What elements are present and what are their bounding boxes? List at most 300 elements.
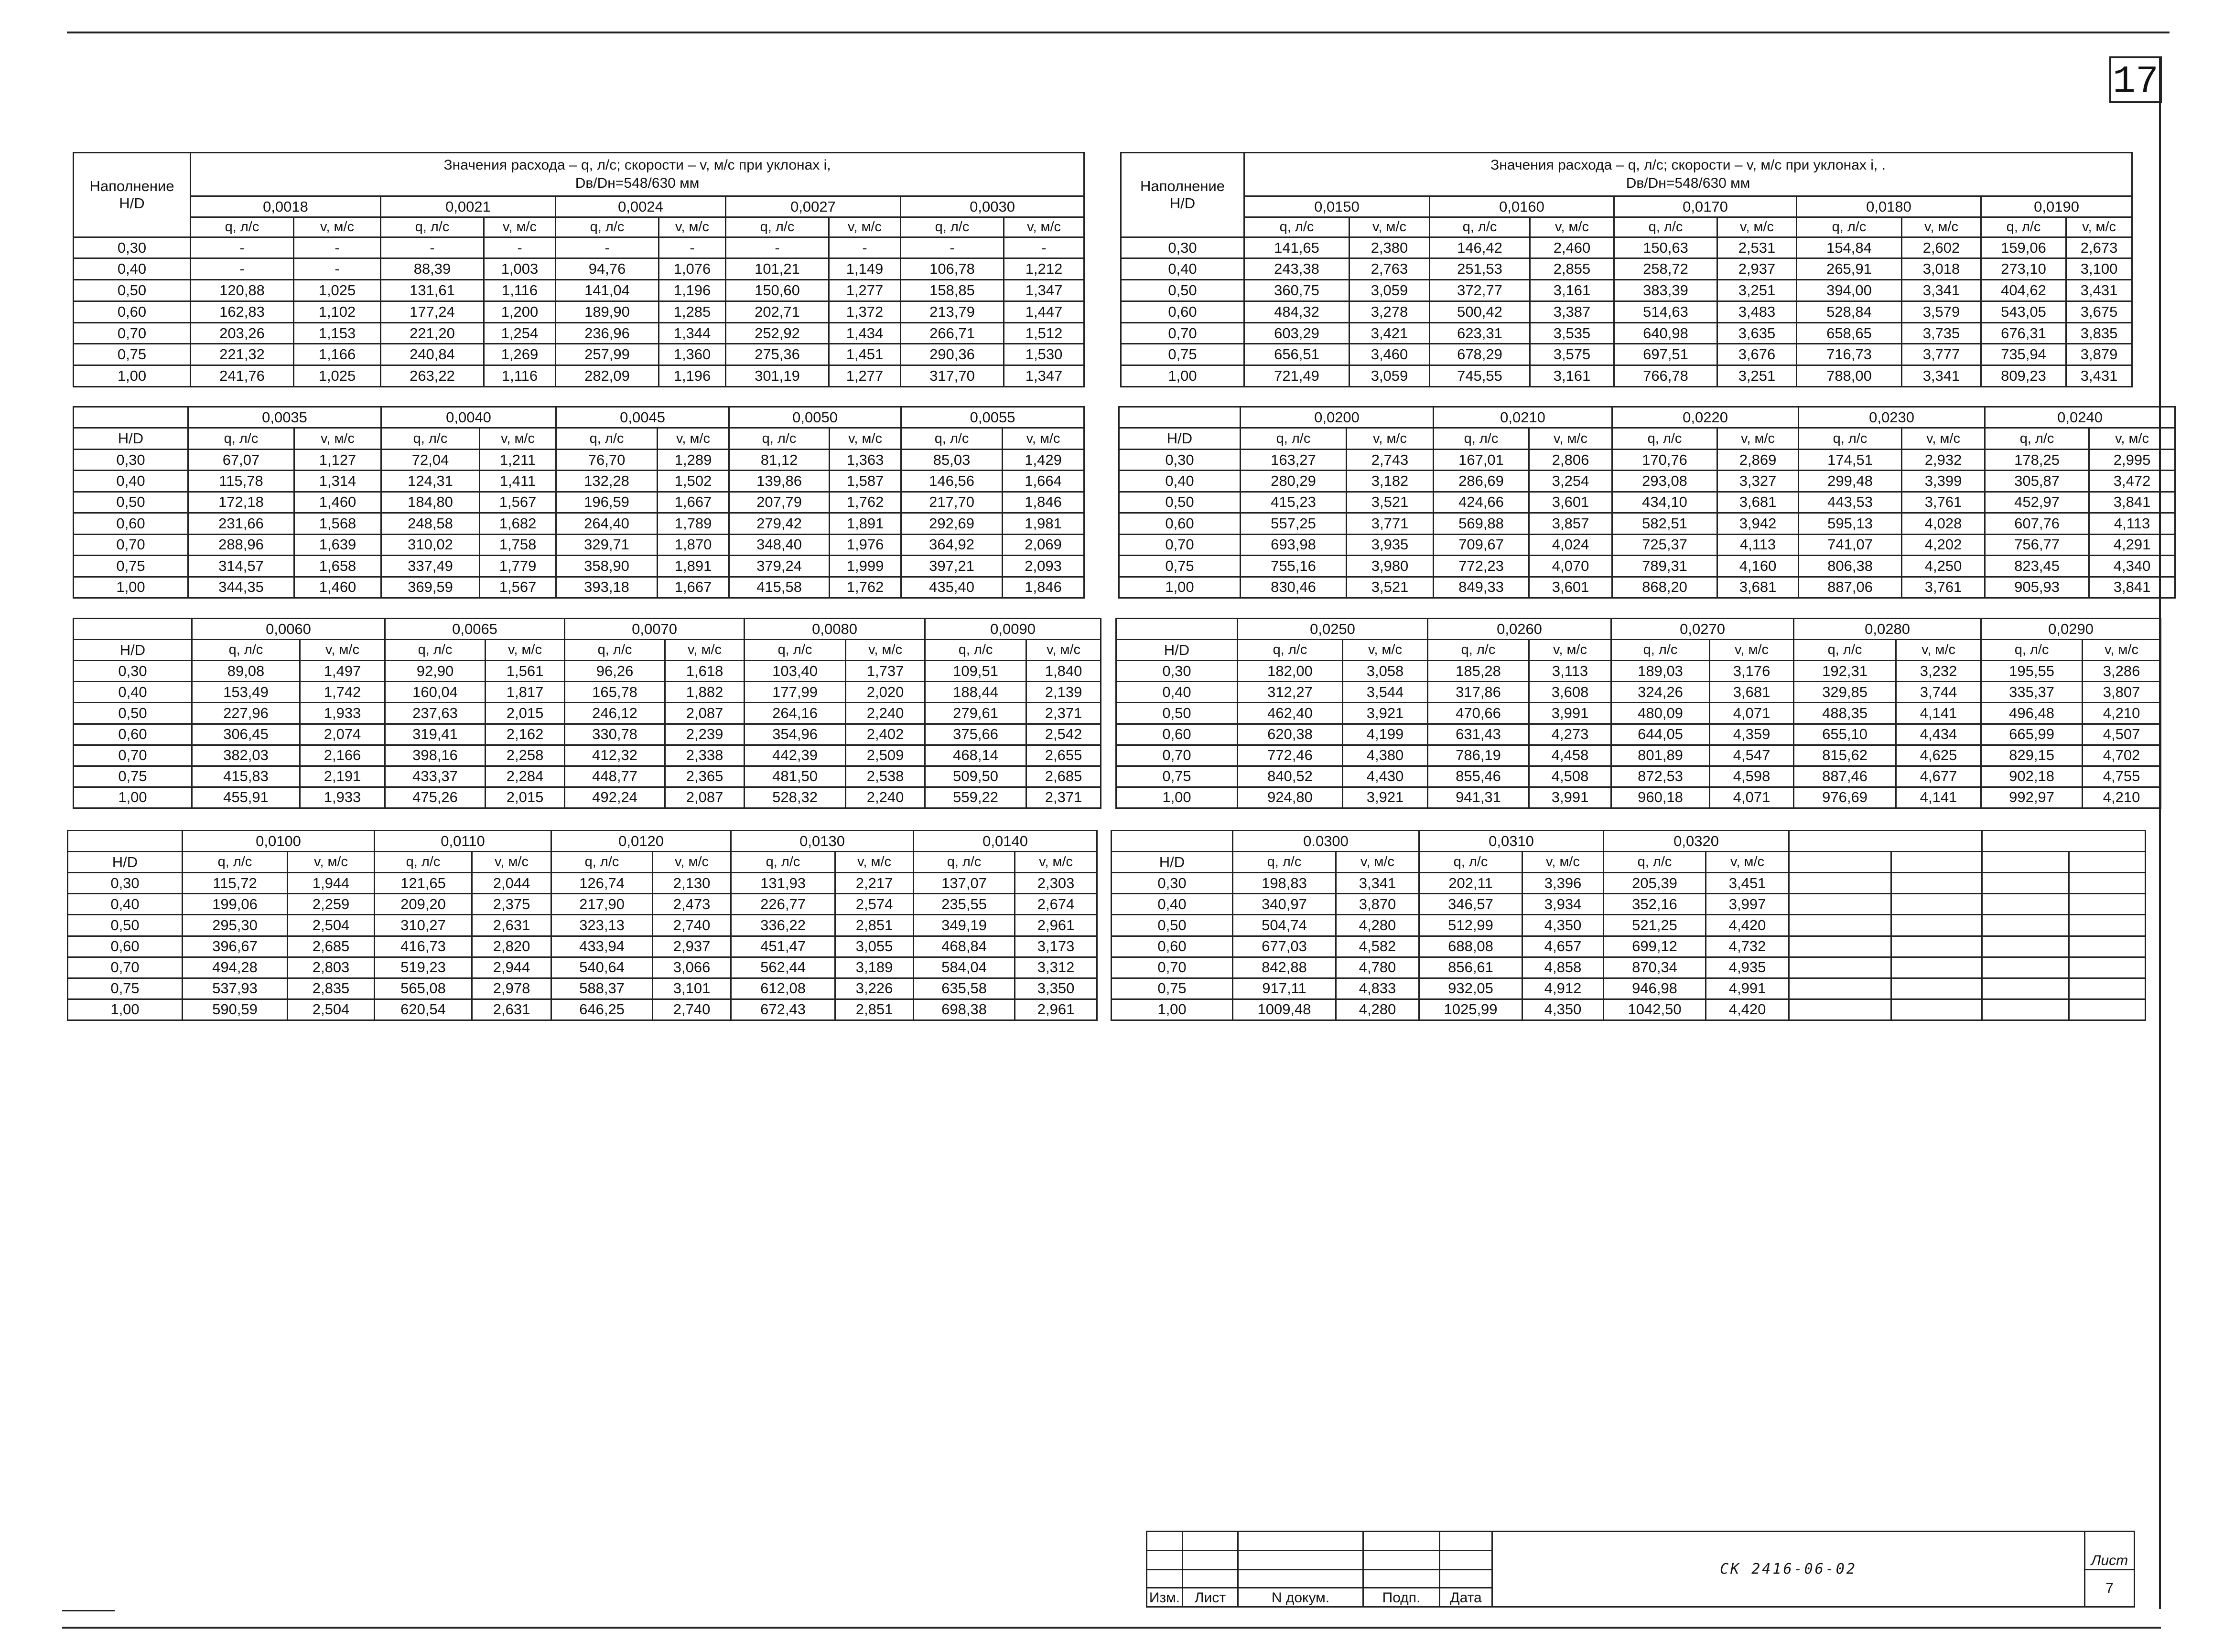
- table-cell: 806,38: [1799, 556, 1902, 577]
- table-cell: 207,79: [729, 492, 830, 513]
- column-label: [1789, 852, 1891, 873]
- column-label: q, л/с: [1799, 428, 1902, 449]
- table-cell: 4,141: [1896, 787, 1981, 808]
- table-cell: 379,24: [729, 556, 830, 577]
- column-label: v, м/с: [665, 640, 745, 661]
- table-cell: 1,211: [480, 449, 556, 470]
- table-cell: 177,99: [745, 682, 846, 703]
- hd-value: 1,00: [1116, 787, 1238, 808]
- table-title: Значения расхода – q, л/с; скорости – v, м/с при уклонах i,: [443, 157, 831, 173]
- table-cell: 85,03: [901, 449, 1003, 470]
- table-cell: 992,97: [1981, 787, 2083, 808]
- slope-header: [1982, 831, 2146, 852]
- hd-value: 0,70: [74, 745, 192, 766]
- table-cell: 484,32: [1244, 301, 1349, 322]
- hd-value: 1,00: [74, 365, 191, 387]
- table-cell: 4,935: [1706, 957, 1789, 978]
- stamp-cell: [1183, 1532, 1238, 1551]
- table-cell: 584,04: [914, 957, 1015, 978]
- table-cell: 243,38: [1244, 258, 1349, 280]
- table-cell: 264,16: [745, 703, 846, 724]
- table-cell: 1,742: [300, 682, 385, 703]
- table-cell: 1,933: [300, 787, 385, 808]
- hd-label: H/D: [1112, 852, 1233, 873]
- column-label: q, л/с: [556, 217, 659, 237]
- hd-value: 0,70: [1119, 534, 1241, 555]
- table-cell: 1,076: [659, 258, 726, 280]
- stamp-cell: [1440, 1532, 1492, 1551]
- table-cell: 2,284: [486, 766, 565, 787]
- stamp-cell: [1147, 1532, 1183, 1551]
- table-cell: 1,568: [294, 513, 381, 534]
- table-cell: 4,991: [1706, 978, 1789, 999]
- table-cell: -: [484, 237, 556, 258]
- table-cell: 823,45: [1985, 556, 2089, 577]
- table-cell: 264,40: [556, 513, 658, 534]
- hd-value: 0,50: [1116, 703, 1238, 724]
- hd-value: 0,40: [74, 258, 191, 280]
- table-cell: 416,73: [375, 936, 472, 957]
- table-cell: 1,658: [294, 556, 381, 577]
- column-label: v, м/с: [1349, 217, 1430, 237]
- table-cell: 2,217: [835, 873, 914, 894]
- table-title-cell: [191, 153, 1084, 196]
- table-cell: 842,88: [1233, 957, 1336, 978]
- slope-header: 0,0130: [731, 831, 914, 852]
- table-cell: 3,991: [1529, 703, 1611, 724]
- table-cell: 4,350: [1522, 915, 1604, 936]
- table-cell: 569,88: [1434, 513, 1529, 534]
- hd-value: 0,50: [1112, 915, 1233, 936]
- table-row: [74, 280, 1084, 301]
- table-cell: 159,06: [1981, 237, 2066, 258]
- table-cell: 1042,50: [1604, 999, 1706, 1020]
- table-cell: 4,420: [1706, 915, 1789, 936]
- hd-value: 0,60: [68, 936, 183, 957]
- table-cell: 3,744: [1896, 682, 1981, 703]
- table-row: [1119, 556, 2175, 577]
- table-cell: 3,161: [1530, 280, 1614, 301]
- table-cell: 3,055: [835, 936, 914, 957]
- table-cell: 349,19: [914, 915, 1015, 936]
- column-label: q, л/с: [551, 852, 653, 873]
- table-cell: 3,857: [1529, 513, 1612, 534]
- table-cell: 809,23: [1981, 365, 2066, 387]
- table-cell: 1,882: [665, 682, 745, 703]
- table-cell: 4,071: [1710, 703, 1794, 724]
- table-cell: 475,26: [385, 787, 486, 808]
- table-cell: 2,020: [846, 682, 925, 703]
- sheet-number: 7: [2085, 1570, 2135, 1607]
- hd-value: 0,75: [1112, 978, 1233, 999]
- slope-header: 0,0090: [925, 619, 1101, 640]
- table-cell: 163,27: [1241, 449, 1347, 470]
- table-body: [74, 237, 1084, 386]
- table-cell: 870,34: [1604, 957, 1706, 978]
- table-cell: 448,77: [565, 766, 665, 787]
- table-cell: 1,502: [658, 471, 729, 492]
- slope-header: 0,0110: [375, 831, 551, 852]
- table-cell: -: [191, 258, 294, 280]
- table-cell: 3,251: [1717, 365, 1797, 387]
- table-cell: 1,200: [484, 301, 556, 322]
- column-label: v, м/с: [1004, 217, 1084, 237]
- column-label: q, л/с: [1244, 217, 1349, 237]
- table-cell: 488,35: [1794, 703, 1896, 724]
- table-cell: 3,431: [2066, 365, 2132, 387]
- table-cell: 3,421: [1349, 322, 1430, 344]
- table-cell: 2,944: [472, 957, 551, 978]
- table-cell: 101,21: [726, 258, 829, 280]
- table-cell: 433,94: [551, 936, 653, 957]
- table-subtitle: Dв/Dн=548/630 мм: [1626, 175, 1750, 191]
- table-cell: [1789, 873, 1891, 894]
- table-cell: -: [294, 237, 381, 258]
- hd-value: 0,50: [1119, 492, 1241, 513]
- table-cell: 336,22: [731, 915, 835, 936]
- table-cell: 528,84: [1797, 301, 1902, 322]
- stamp-cell: [1363, 1532, 1440, 1551]
- table-cell: 2,763: [1349, 258, 1430, 280]
- table-cell: 1,314: [294, 471, 381, 492]
- table-cell: 3,544: [1343, 682, 1428, 703]
- table-cell: 2,191: [300, 766, 385, 787]
- table-cell: 2,995: [2089, 449, 2175, 470]
- hd-value: 0,70: [1116, 745, 1238, 766]
- stamp-cell: [1440, 1551, 1492, 1570]
- table-cell: 699,12: [1604, 936, 1706, 957]
- table-cell: 335,37: [1981, 682, 2083, 703]
- top-border-line: [67, 32, 2170, 33]
- hd-blank-cell: [1112, 831, 1233, 852]
- table-cell: 4,199: [1343, 724, 1428, 745]
- table-row: [74, 449, 1084, 470]
- table-cell: 3,635: [1717, 322, 1797, 344]
- hd-value: 0,60: [74, 513, 188, 534]
- table-cell: 4,291: [2089, 534, 2175, 555]
- table-cell: 786,19: [1428, 745, 1529, 766]
- table-cell: 94,76: [556, 258, 659, 280]
- table-cell: 3,396: [1522, 873, 1604, 894]
- table-cell: 840,52: [1238, 766, 1343, 787]
- table-cell: 1,116: [484, 365, 556, 387]
- slope-header: 0,0280: [1794, 619, 1981, 640]
- table-cell: 124,31: [381, 471, 480, 492]
- table-cell: 3,608: [1529, 682, 1611, 703]
- column-label: q, л/с: [1611, 640, 1710, 661]
- table-row: [1112, 894, 2146, 915]
- stamp-cell: [1238, 1570, 1363, 1588]
- table-cell: 1,347: [1004, 365, 1084, 387]
- slope-row: [68, 831, 1097, 852]
- table-cell: 352,16: [1604, 894, 1706, 915]
- table-cell: 137,07: [914, 873, 1015, 894]
- table-cell: 3,879: [2066, 344, 2132, 365]
- table-title: Значения расхода – q, л/с; скорости – v, м/с при уклонах i, .: [1490, 157, 1886, 173]
- table-cell: 2,851: [835, 915, 914, 936]
- hd-label: H/D: [1169, 194, 1196, 212]
- table-row: [68, 915, 1097, 936]
- table-cell: 540,64: [551, 957, 653, 978]
- table-cell: 656,51: [1244, 344, 1349, 365]
- table-cell: 348,40: [729, 534, 830, 555]
- table-cell: 184,80: [381, 492, 480, 513]
- hd-header-cell: [74, 153, 191, 237]
- table-cell: 235,55: [914, 894, 1015, 915]
- table-cell: [2069, 978, 2146, 999]
- table-cell: 1,870: [658, 534, 729, 555]
- table-cell: 192,31: [1794, 661, 1896, 682]
- table-cell: 4,380: [1343, 745, 1428, 766]
- column-label: v, м/с: [658, 428, 729, 449]
- stamp-label-date: Дата: [1440, 1588, 1492, 1607]
- table-cell: 468,84: [914, 936, 1015, 957]
- table-cell: 2,851: [835, 999, 914, 1020]
- table-cell: 213,79: [901, 301, 1004, 322]
- table-cell: 317,70: [901, 365, 1004, 387]
- table-cell: 2,820: [472, 936, 551, 957]
- slope-row: [74, 196, 1084, 217]
- table-cell: [2069, 936, 2146, 957]
- column-label: v, м/с: [1706, 852, 1789, 873]
- hd-value: 0,70: [74, 534, 188, 555]
- table-cell: [1982, 957, 2069, 978]
- table-cell: 562,44: [731, 957, 835, 978]
- table-cell: 1,846: [1003, 577, 1084, 598]
- column-label: v, м/с: [1343, 640, 1428, 661]
- table-cell: 603,29: [1244, 322, 1349, 344]
- table-cell: 4,141: [1896, 703, 1981, 724]
- table-cell: 412,32: [565, 745, 665, 766]
- table-cell: 275,36: [726, 344, 829, 365]
- slope-header: 0,0240: [1985, 407, 2175, 428]
- stamp-cell: [1440, 1570, 1492, 1588]
- table-cell: 263,22: [381, 365, 484, 387]
- hd-value: 0,60: [1121, 301, 1244, 322]
- table-cell: 3,835: [2066, 322, 2132, 344]
- table-cell: 4,833: [1336, 978, 1419, 999]
- table-row: [1119, 492, 2175, 513]
- table-row: [1112, 999, 2146, 1020]
- col-label-row: [74, 428, 1084, 449]
- table-cell: 273,10: [1981, 258, 2066, 280]
- slope-header: 0,0230: [1799, 407, 1985, 428]
- hd-label-filling: Наполнение: [89, 177, 174, 194]
- table-row: [74, 237, 1084, 258]
- table-row: [74, 745, 1101, 766]
- table-cell: 3,521: [1347, 577, 1434, 598]
- table-row: [74, 534, 1084, 555]
- column-label: q, л/с: [188, 428, 294, 449]
- table-cell: 815,62: [1794, 745, 1896, 766]
- column-label: v, м/с: [1717, 428, 1799, 449]
- table-cell: 195,55: [1981, 661, 2083, 682]
- table-cell: 415,23: [1241, 492, 1347, 513]
- table-cell: 1,817: [486, 682, 565, 703]
- table-cell: 1,976: [830, 534, 901, 555]
- table-cell: [1789, 936, 1891, 957]
- table-row: [1119, 577, 2175, 598]
- table-cell: 2,631: [472, 999, 551, 1020]
- flow-table-1: [73, 152, 1085, 387]
- table-cell: 468,14: [925, 745, 1026, 766]
- table-cell: [1982, 894, 2069, 915]
- table-cell: 2,674: [1015, 894, 1097, 915]
- table-cell: 519,23: [375, 957, 472, 978]
- table-cell: 4,113: [2089, 513, 2175, 534]
- slope-header: 0,0024: [556, 196, 726, 217]
- table-cell: [1891, 936, 1982, 957]
- table-cell: 1,512: [1004, 322, 1084, 344]
- title-block: [1146, 1531, 2135, 1608]
- table-cell: 1,762: [830, 577, 901, 598]
- column-label: v, м/с: [1710, 640, 1794, 661]
- bottom-left-mark: [62, 1610, 115, 1611]
- hd-value: 1,00: [1112, 999, 1233, 1020]
- table-cell: 319,41: [385, 724, 486, 745]
- table-cell: 2,338: [665, 745, 745, 766]
- table-cell: 1,269: [484, 344, 556, 365]
- stamp-cell: [1147, 1551, 1183, 1570]
- hd-blank-cell: [1116, 619, 1238, 640]
- table-row: [68, 957, 1097, 978]
- table-row: [74, 365, 1084, 387]
- slope-header: 0,0060: [192, 619, 385, 640]
- table-cell: 310,02: [381, 534, 480, 555]
- table-cell: 115,72: [183, 873, 288, 894]
- table-cell: 393,18: [556, 577, 658, 598]
- table-cell: 258,72: [1614, 258, 1717, 280]
- slope-header: 0,0070: [565, 619, 745, 640]
- hd-value: 0,60: [74, 301, 191, 322]
- slope-header: 0,0080: [745, 619, 925, 640]
- col-label-row: [1121, 217, 2132, 237]
- page-number: 17: [2109, 56, 2162, 103]
- table-cell: 655,10: [1794, 724, 1896, 745]
- column-label: q, л/с: [191, 217, 294, 237]
- table-cell: 189,03: [1611, 661, 1710, 682]
- slope-header: 0,0290: [1981, 619, 2161, 640]
- table-cell: 3,921: [1343, 787, 1428, 808]
- table-cell: 160,04: [385, 682, 486, 703]
- table-cell: 182,00: [1238, 661, 1343, 682]
- hd-label: H/D: [1119, 428, 1241, 449]
- table-cell: 620,38: [1238, 724, 1343, 745]
- slope-header: 0,0140: [914, 831, 1097, 852]
- table-row: [1119, 449, 2175, 470]
- table-cell: 4,858: [1522, 957, 1604, 978]
- table-cell: 165,78: [565, 682, 665, 703]
- table-cell: 2,835: [288, 978, 375, 999]
- table-cell: 279,61: [925, 703, 1026, 724]
- table-cell: 2,504: [288, 999, 375, 1020]
- table-cell: 1,846: [1003, 492, 1084, 513]
- table-cell: 1,003: [484, 258, 556, 280]
- column-label: v, м/с: [484, 217, 556, 237]
- table-body: [74, 449, 1084, 598]
- table-cell: 716,73: [1797, 344, 1902, 365]
- table-cell: 442,39: [745, 745, 846, 766]
- table-cell: 360,75: [1244, 280, 1349, 301]
- table-cell: 257,99: [556, 344, 659, 365]
- column-label: v, м/с: [1347, 428, 1434, 449]
- table-row: [74, 513, 1084, 534]
- sheet-label: Лист: [2085, 1532, 2135, 1570]
- table-cell: 631,43: [1428, 724, 1529, 745]
- table-cell: 323,13: [551, 915, 653, 936]
- table-cell: 3,059: [1349, 365, 1430, 387]
- column-label: v, м/с: [653, 852, 731, 873]
- table-cell: 856,61: [1419, 957, 1522, 978]
- table-cell: 4,024: [1529, 534, 1612, 555]
- table-cell: 3,761: [1902, 577, 1985, 598]
- table-cell: 1,762: [830, 492, 901, 513]
- hd-value: 0,30: [1112, 873, 1233, 894]
- hd-value: 0,30: [74, 237, 191, 258]
- table-cell: 607,76: [1985, 513, 2089, 534]
- table-row: [1121, 237, 2132, 258]
- table-cell: 698,38: [914, 999, 1015, 1020]
- table-cell: 196,59: [556, 492, 658, 513]
- table-cell: 2,631: [472, 915, 551, 936]
- hd-blank-cell: [68, 831, 183, 852]
- table-cell: 3,113: [1529, 661, 1611, 682]
- table-cell: 676,31: [1981, 322, 2066, 344]
- table-cell: [1789, 915, 1891, 936]
- table-cell: 2,240: [846, 703, 925, 724]
- table-cell: [1982, 915, 2069, 936]
- column-label: q, л/с: [726, 217, 829, 237]
- table-cell: 394,00: [1797, 280, 1902, 301]
- table-cell: 4,210: [2083, 703, 2161, 724]
- hd-value: 0,40: [1112, 894, 1233, 915]
- table-cell: 4,598: [1710, 766, 1794, 787]
- hd-value: 0,50: [74, 703, 192, 724]
- table-cell: 3,176: [1710, 661, 1794, 682]
- table-cell: 1009,48: [1233, 999, 1336, 1020]
- table-row: [1112, 873, 2146, 894]
- hd-value: 0,30: [74, 449, 188, 470]
- column-label: v, м/с: [1026, 640, 1101, 661]
- column-label: q, л/с: [745, 640, 846, 661]
- table-cell: 829,15: [1981, 745, 2083, 766]
- table-cell: 960,18: [1611, 787, 1710, 808]
- table-cell: 1,196: [659, 280, 726, 301]
- table-cell: -: [726, 237, 829, 258]
- table-cell: 266,71: [901, 322, 1004, 344]
- table-cell: -: [901, 237, 1004, 258]
- hd-label: H/D: [74, 640, 192, 661]
- table-cell: 162,83: [191, 301, 294, 322]
- hd-blank-cell: [1119, 407, 1241, 428]
- hd-blank-cell: [74, 407, 188, 428]
- slope-header: 0,0250: [1238, 619, 1428, 640]
- table-cell: 3,761: [1902, 492, 1985, 513]
- table-cell: 189,90: [556, 301, 659, 322]
- table-title-cell: [1244, 153, 2132, 196]
- table-cell: 279,42: [729, 513, 830, 534]
- table-cell: 217,90: [551, 894, 653, 915]
- table-cell: 902,18: [1981, 766, 2083, 787]
- table-cell: 2,015: [486, 703, 565, 724]
- table-cell: 2,460: [1530, 237, 1614, 258]
- table-cell: 141,65: [1244, 237, 1349, 258]
- table-row: [74, 724, 1101, 745]
- table-row: [1116, 682, 2161, 703]
- table-cell: 1,451: [829, 344, 901, 365]
- table-cell: 868,20: [1612, 577, 1717, 598]
- hd-value: 0,40: [1116, 682, 1238, 703]
